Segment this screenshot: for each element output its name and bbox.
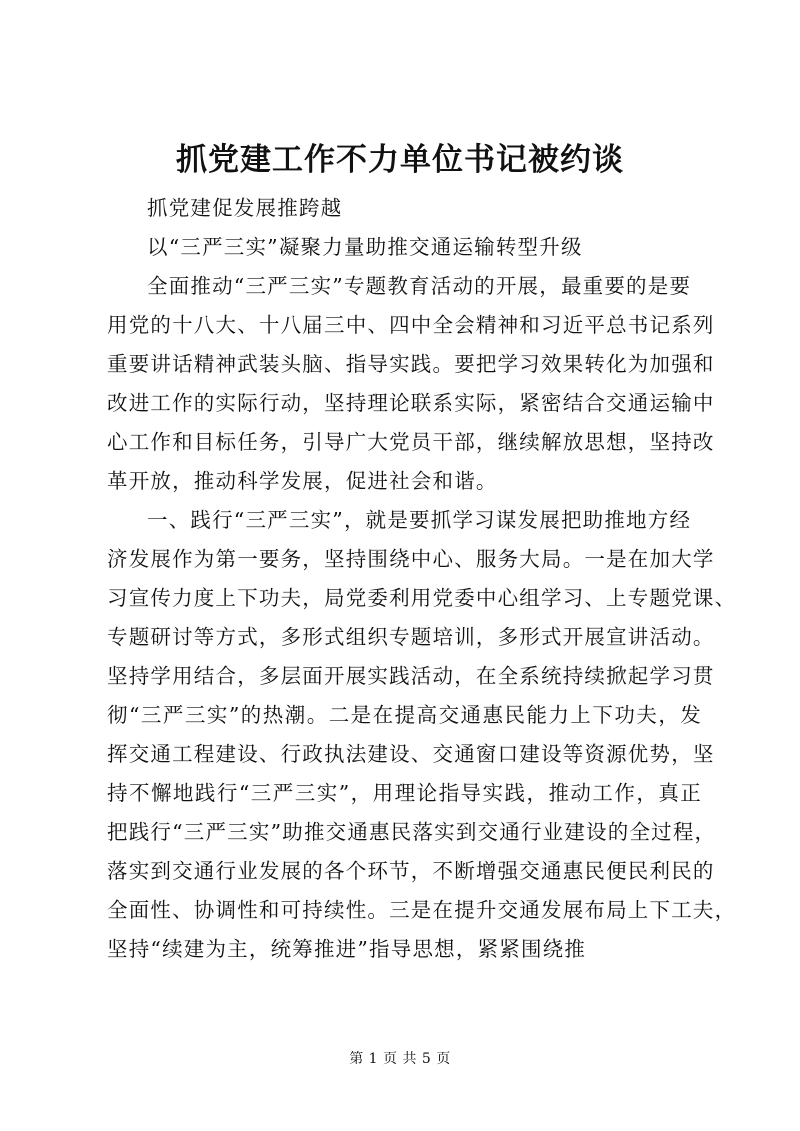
paragraph-line: 改进工作的实际行动，坚持理论联系实际，紧密结合交通运输中 xyxy=(107,391,715,415)
document-subtitle: 抓党建促发展推跨越 xyxy=(147,196,343,220)
paragraph-line: 全面性、协调性和可持续性。三是在提升交通发展布局上下工夫， xyxy=(107,898,737,922)
paragraph-line: 革开放，推动科学发展，促进社会和谐。 xyxy=(107,469,498,493)
paragraph-line: 彻“三严三实”的热潮。二是在提高交通惠民能力上下功夫，发 xyxy=(107,703,702,727)
paragraph-line: 坚持“续建为主，统筹推进”指导思想，紧紧围绕推 xyxy=(107,937,587,961)
paragraph-line: 济发展作为第一要务，坚持围绕中心、服务大局。一是在加大学 xyxy=(107,547,715,571)
paragraph-line: 持不懈地践行“三严三实”，用理论指导实践，推动工作，真正 xyxy=(107,781,702,805)
paragraph-line: 重要讲话精神武装头脑、指导实践。要把学习效果转化为加强和 xyxy=(107,352,715,376)
paragraph-line: 落实到交通行业发展的各个环节，不断增强交通惠民便民利民的 xyxy=(107,859,715,883)
document-title: 抓党建工作不力单位书记被约谈 xyxy=(176,142,624,178)
paragraph-line: 一、践行“三严三实”，就是要抓学习谋发展把助推地方经 xyxy=(147,508,692,532)
paragraph-line: 用党的十八大、十八届三中、四中全会精神和习近平总书记系列 xyxy=(107,313,715,337)
paragraph-line: 坚持学用结合，多层面开展实践活动，在全系统持续掀起学习贯 xyxy=(107,664,715,688)
paragraph-line: 把践行“三严三实”助推交通惠民落实到交通行业建设的全过程， xyxy=(107,820,717,844)
paragraph-line: 习宣传力度上下功夫，局党委利用党委中心组学习、上专题党课、 xyxy=(107,586,737,610)
paragraph-line: 专题研讨等方式，多形式组织专题培训，多形式开展宣讲活动。 xyxy=(107,625,715,649)
page-footer: 第 1 页 共 5 页 xyxy=(349,1051,451,1067)
paragraph-line: 挥交通工程建设、行政执法建设、交通窗口建设等资源优势，坚 xyxy=(107,742,715,766)
document-subtitle: 以“三严三实”凝聚力量助推交通运输转型升级 xyxy=(147,235,583,259)
paragraph-line: 心工作和目标任务，引导广大党员干部，继续解放思想，坚持改 xyxy=(107,430,715,454)
paragraph-line: 全面推动“三严三实”专题教育活动的开展，最重要的是要 xyxy=(147,274,692,298)
